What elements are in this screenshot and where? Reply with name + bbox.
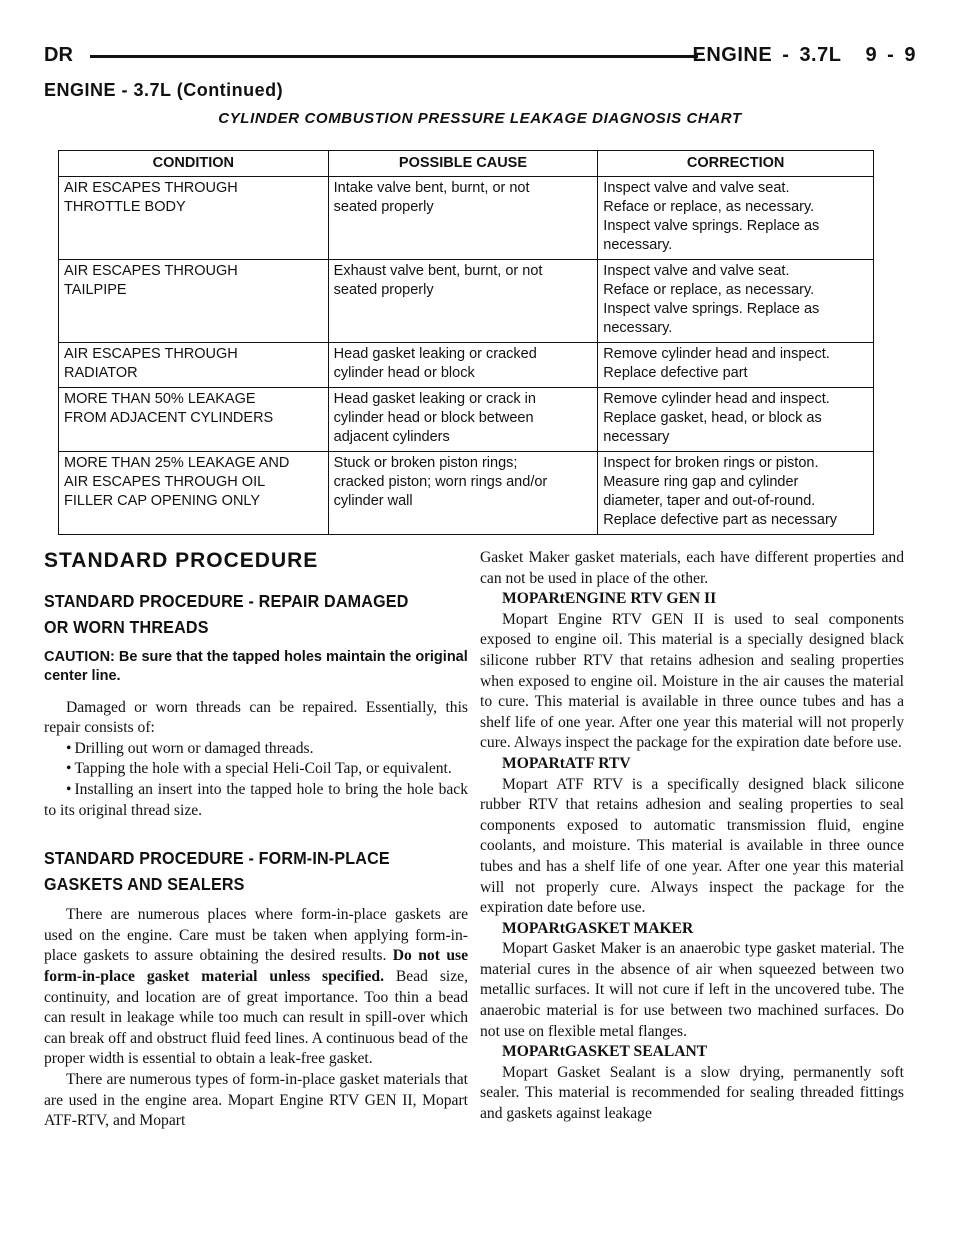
correction-cell: Remove cylinder head and inspect. Replace gasket, head, or block as necessary (598, 388, 874, 452)
correction-cell: Remove cylinder head and inspect. Replace defective part (598, 343, 874, 388)
list-item: • Installing an insert into the tapped hole to bring the hole back to its original thread size. (44, 780, 468, 821)
material-heading: MOPARtGASKET MAKER (502, 919, 694, 937)
threads-title-line2: OR WORN THREADS (44, 616, 209, 637)
material-description: Mopart ATF RTV is a specifically designed black silicone rubber RTV that retains adhesion and sealing properties to seal components exposed to automatic transmission fluid, engine coolants, and moisture. This material is available in three ounce tubes and has a shelf life of one year. After one year this material will not properly cure. Always inspect the package for the expiration date before use. (480, 775, 904, 917)
material-heading: MOPARtGASKET SEALANT (502, 1043, 708, 1061)
continued-paragraph: Gasket Maker gasket materials, each have different properties and can not be used in place of the other. (480, 549, 904, 587)
condition-cell: MORE THAN 25% LEAKAGE AND AIR ESCAPES THROUGH OIL FILLER CAP OPENING ONLY (59, 452, 329, 535)
cause-cell: Head gasket leaking or crack in cylinder head or block between adjacent cylinders (328, 388, 598, 452)
table-header-row (59, 151, 874, 177)
left-column (44, 545, 468, 1132)
condition-cell: AIR ESCAPES THROUGH TAILPIPE (59, 260, 329, 343)
threads-intro: Damaged or worn threads can be repaired. Essentially, this repair consists of: (44, 698, 468, 737)
correction-cell: Inspect valve and valve seat. Reface or replace, as necessary. Inspect valve springs. Replace as necessary. (598, 177, 874, 260)
gaskets-paragraph-2: There are numerous types of form-in-place gasket materials that are used in the engine area. Mopart Engine RTV GEN II, Mopart ATF-RTV, and Mopart (44, 1070, 468, 1130)
material-description: Mopart Gasket Sealant is a slow drying, permanently soft sealer. This material is recommended for sealing threaded fittings and gaskets against leakage (480, 1063, 904, 1123)
header-section-title: ENGINE - 3.7L (692, 44, 842, 66)
gaskets-title-line2: GASKETS AND SEALERS (44, 874, 245, 895)
chart-title: CYLINDER COMBUSTION PRESSURE LEAKAGE DIAGNOSIS CHART (218, 110, 742, 127)
gaskets-paragraph-1 (44, 905, 468, 1070)
correction-cell: Inspect valve and valve seat. Reface or replace, as necessary. Inspect valve springs. Replace as necessary. (598, 260, 874, 343)
cause-cell: Stuck or broken piston rings; cracked piston; worn rings and/or cylinder wall (328, 452, 598, 535)
header-model-code: DR (44, 44, 73, 66)
cause-cell: Head gasket leaking or cracked cylinder head or block (328, 343, 598, 388)
table-row (59, 260, 874, 343)
cause-cell: Exhaust valve bent, burnt, or not seated properly (328, 260, 598, 343)
correction-cell: Inspect for broken rings or piston. Measure ring gap and cylinder diameter, taper and out-of-round. Replace defective part as necessary (598, 452, 874, 535)
threads-steps-list (44, 739, 468, 821)
subsection-title-gaskets (44, 845, 467, 897)
diagnosis-table (58, 150, 874, 535)
column-header: POSSIBLE CAUSE (328, 151, 598, 177)
material-heading: MOPARtENGINE RTV GEN II (502, 590, 717, 608)
cause-cell: Intake valve bent, burnt, or not seated properly (328, 177, 598, 260)
caution-note: CAUTION: Be sure that the tapped holes maintain the original center line. (44, 648, 468, 684)
table-row (59, 452, 874, 535)
material-description: Mopart Engine RTV GEN II is used to seal components exposed to engine oil. This material is a specially designed black silicone rubber RTV that retains adhesion and sealing properties when exposed to engine oil. Moisture in the air causes the material to cure. This material is available in three ounce tubes and has a shelf life of one year. After one year this material will not properly cure. Always inspect the package for the expiration date before use. (480, 610, 904, 752)
condition-cell: AIR ESCAPES THROUGH THROTTLE BODY (59, 177, 329, 260)
condition-cell: MORE THAN 50% LEAKAGE FROM ADJACENT CYLINDERS (59, 388, 329, 452)
paragraph-text: There are numerous places where form-in-place gaskets are used on the engine. Care must be taken when applying form-in-place gaskets to assure obtaining the desired results. (44, 906, 468, 965)
material-heading: MOPARtATF RTV (502, 754, 631, 772)
table-row (59, 388, 874, 452)
paragraph-text: Bead size, continuity, and location are of great importance. Too thin a bead can result in leakage while too much can result in spill-over which can break off and obstruct fluid feed lines. A continuous bead of the proper width is essential to obtain a leak-free gasket. (44, 967, 468, 1068)
continued-heading: ENGINE - 3.7L (Continued) (44, 80, 284, 100)
gaskets-title-line1: STANDARD PROCEDURE - FORM-IN-PLACE (44, 848, 390, 869)
list-item: • Tapping the hole with a special Heli-Coil Tap, or equivalent. (44, 759, 468, 780)
condition-cell: AIR ESCAPES THROUGH RADIATOR (59, 343, 329, 388)
warning-text: Do not use form-in-place gasket material unless specified. (44, 947, 468, 985)
table-row (59, 343, 874, 388)
page-header (44, 44, 916, 74)
section-title: STANDARD PROCEDURE (44, 549, 319, 572)
page-number: 9 - 9 (865, 44, 916, 66)
table-row (59, 177, 874, 260)
column-header: CONDITION (59, 151, 329, 177)
subsection-title-threads (44, 588, 467, 640)
right-column (480, 548, 904, 1125)
header-rule (90, 55, 698, 58)
column-header: CORRECTION (598, 151, 874, 177)
threads-title-line1: STANDARD PROCEDURE - REPAIR DAMAGED (44, 590, 409, 611)
header-right (692, 44, 916, 67)
material-description: Mopart Gasket Maker is an anaerobic type gasket material. The material cures in the absence of air when squeezed between two metallic surfaces. It will not cure if left in the uncovered tube. The anaerobic material is for use between two machined surfaces. Do not use on flexible metal flanges. (480, 940, 904, 1040)
list-item: • Drilling out worn or damaged threads. (44, 739, 468, 760)
